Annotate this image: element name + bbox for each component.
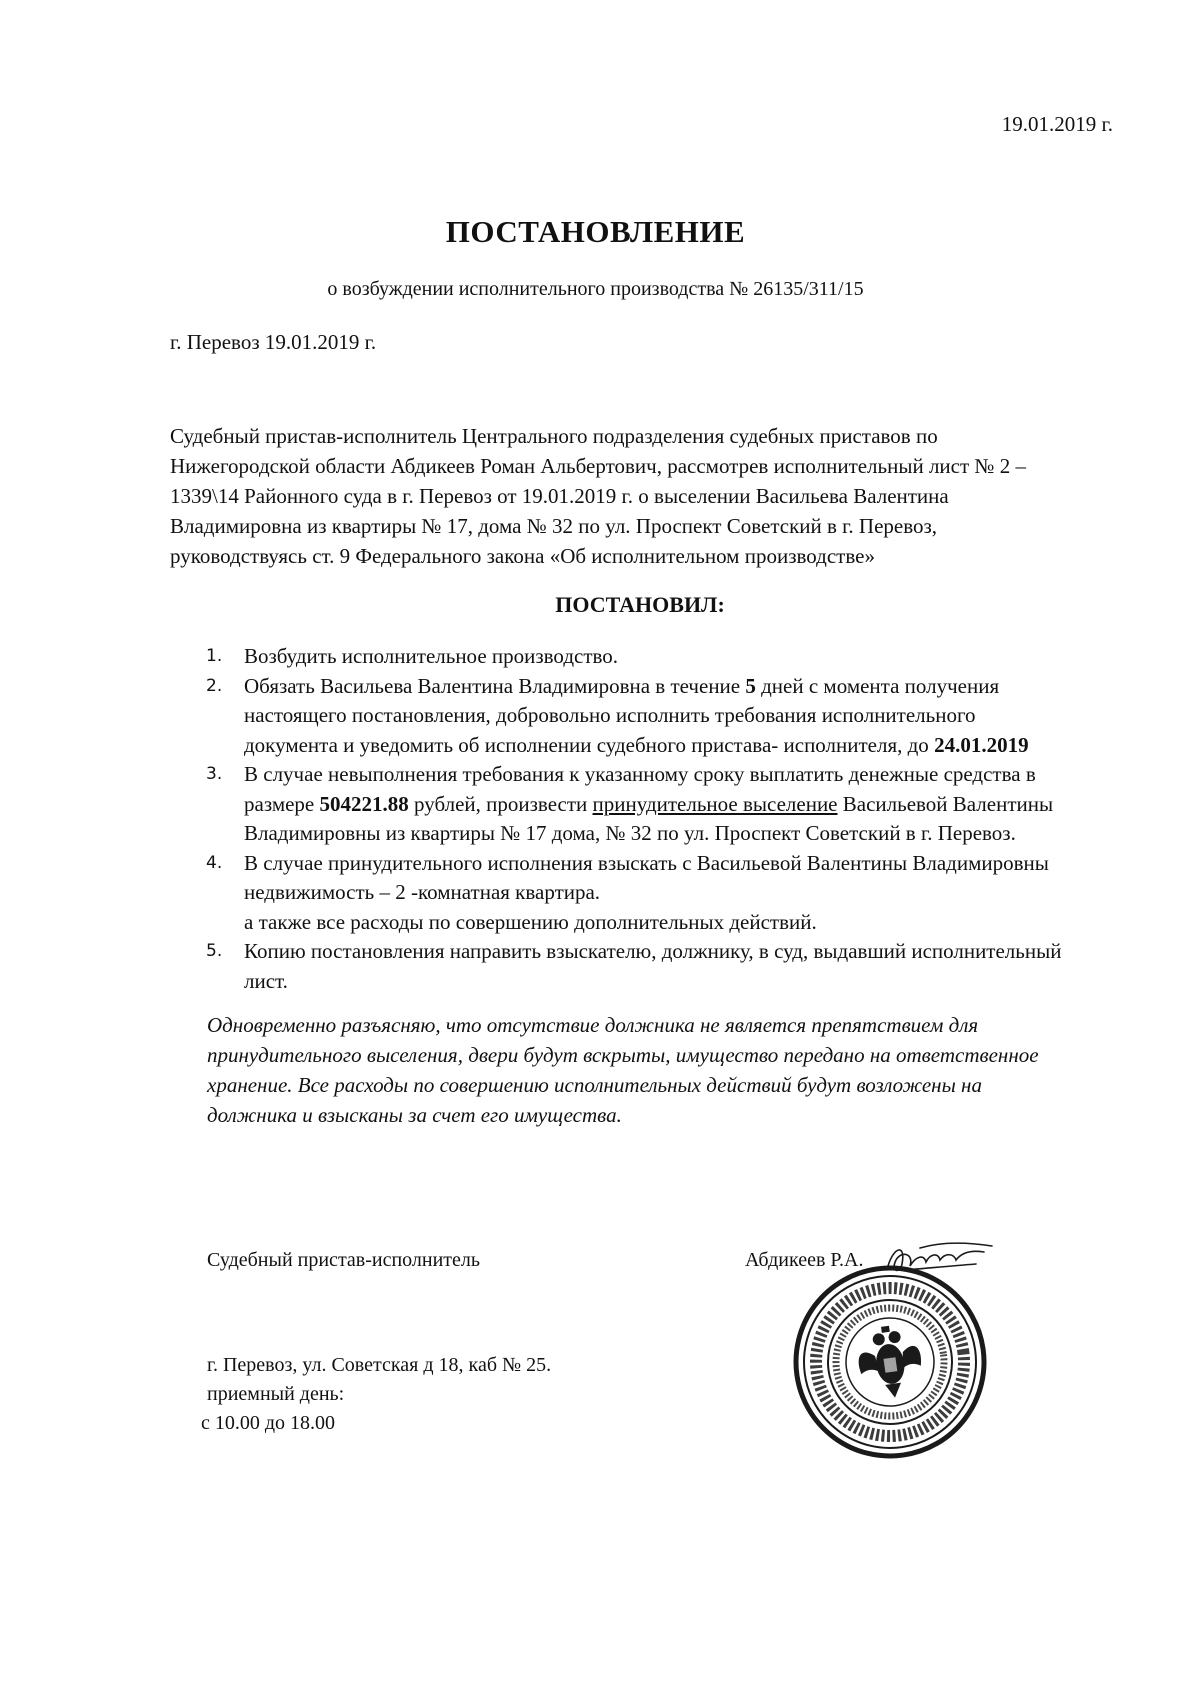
item-line — [244, 672, 1126, 702]
resolved-heading: ПОСТАНОВИЛ: — [555, 592, 725, 617]
note-line: хранение. Все расходы по совершению исполнительных действий будут возложены на — [207, 1073, 982, 1097]
item-text: документа и уведомить об исполнении судебного пристава- исполнителя, до — [244, 732, 935, 757]
resolution-item — [206, 760, 1126, 849]
note-line: должника и взысканы за счет его имущества. — [207, 1103, 622, 1127]
deadline-days: 5 — [745, 673, 756, 698]
note-line: принудительного выселения, двери будут вскрыты, имущество передано на ответственное — [207, 1043, 1039, 1067]
note-line: Одновременно разъясняю, что отсутствие должника не является препятствием для — [207, 1013, 979, 1037]
reception-day-label: приемный день: — [207, 1383, 345, 1405]
item-number: 2. — [206, 675, 223, 696]
item-line: В случае принудительного исполнения взыскать с Васильевой Валентины Владимировны — [244, 850, 1049, 875]
intro-line: 1339\14 Районного суда в г. Перевоз от 19.01.2019 г. о выселении Васильева Валентина — [170, 484, 949, 508]
item-line: а также все расходы по совершению дополнительных действий. — [244, 909, 817, 934]
item-number: 3. — [206, 764, 223, 784]
address-line: г. Перевоз, ул. Советская д 18, каб № 25. — [207, 1354, 552, 1376]
deadline-date: 24.01.2019 — [934, 732, 1029, 757]
intro-line: Нижегородской области Абдикеев Роман Альбертович, рассмотрев исполнительный лист № 2 – — [170, 454, 1026, 478]
item-number: 5. — [206, 941, 223, 961]
item-text: Возбудить исполнительное производство. — [244, 644, 619, 668]
item-text: дней с момента получения — [755, 673, 1000, 698]
item-line: настоящего постановления, добровольно исполнить требования исполнительного — [244, 703, 976, 727]
intro-line: руководствуясь ст. 9 Федерального закона «Об исполнительном производстве» — [170, 544, 875, 568]
intro-line: Судебный пристав-исполнитель Центрального подразделения судебных приставов по — [170, 424, 938, 448]
item-line: лист. — [244, 968, 288, 993]
item-number: 4. — [206, 852, 223, 873]
document-subtitle: о возбуждении исполнительного производства № 26135/311/15 — [327, 278, 864, 300]
office-address — [201, 1351, 552, 1438]
intro-paragraph — [170, 421, 1120, 571]
resolution-item — [206, 642, 1126, 672]
document-title: ПОСТАНОВЛЕНИЕ — [445, 214, 746, 249]
signatory-name: Абдикеев Р.А. — [745, 1249, 864, 1271]
resolution-item — [206, 672, 1126, 761]
item-text: Обязать Васильева Валентина Владимировна в течение — [244, 673, 746, 698]
document-date: 19.01.2019 г. — [1001, 112, 1113, 136]
reception-hours: с 10.00 до 18.00 — [201, 1412, 336, 1434]
amount: 504221.88 — [319, 791, 409, 816]
official-seal-icon — [790, 1262, 990, 1462]
forced-eviction-phrase: принудительное выселение — [592, 791, 838, 816]
item-text: Васильевой Валентины — [837, 791, 1054, 816]
item-line: В случае невыполнения требования к указанному сроку выплатить денежные средства в — [244, 762, 1036, 786]
intro-line: Владимировна из квартиры № 17, дома № 32 по ул. Проспект Советский в г. Перевоз, — [170, 514, 938, 538]
explanation-note — [207, 1010, 1127, 1130]
signatory-role: Судебный пристав-исполнитель — [207, 1249, 481, 1271]
item-text: размере — [244, 791, 320, 816]
resolution-item — [206, 937, 1126, 996]
item-line — [244, 790, 1126, 820]
item-number: 1. — [206, 646, 223, 666]
place-and-date: г. Перевоз 19.01.2019 г. — [170, 330, 377, 354]
item-text: рублей, произвести — [408, 791, 593, 816]
item-line: Копию постановления направить взыскателю, должнику, в суд, выдавший исполнительный — [244, 939, 1062, 963]
item-line — [244, 731, 1126, 761]
item-line: недвижимость – 2 -комнатная квартира. — [244, 880, 601, 904]
item-line: Владимировны из квартиры № 17 дома, № 32 по ул. Проспект Советский в г. Перевоз. — [244, 821, 1016, 845]
resolution-items — [206, 642, 1126, 996]
resolution-item — [206, 849, 1126, 938]
